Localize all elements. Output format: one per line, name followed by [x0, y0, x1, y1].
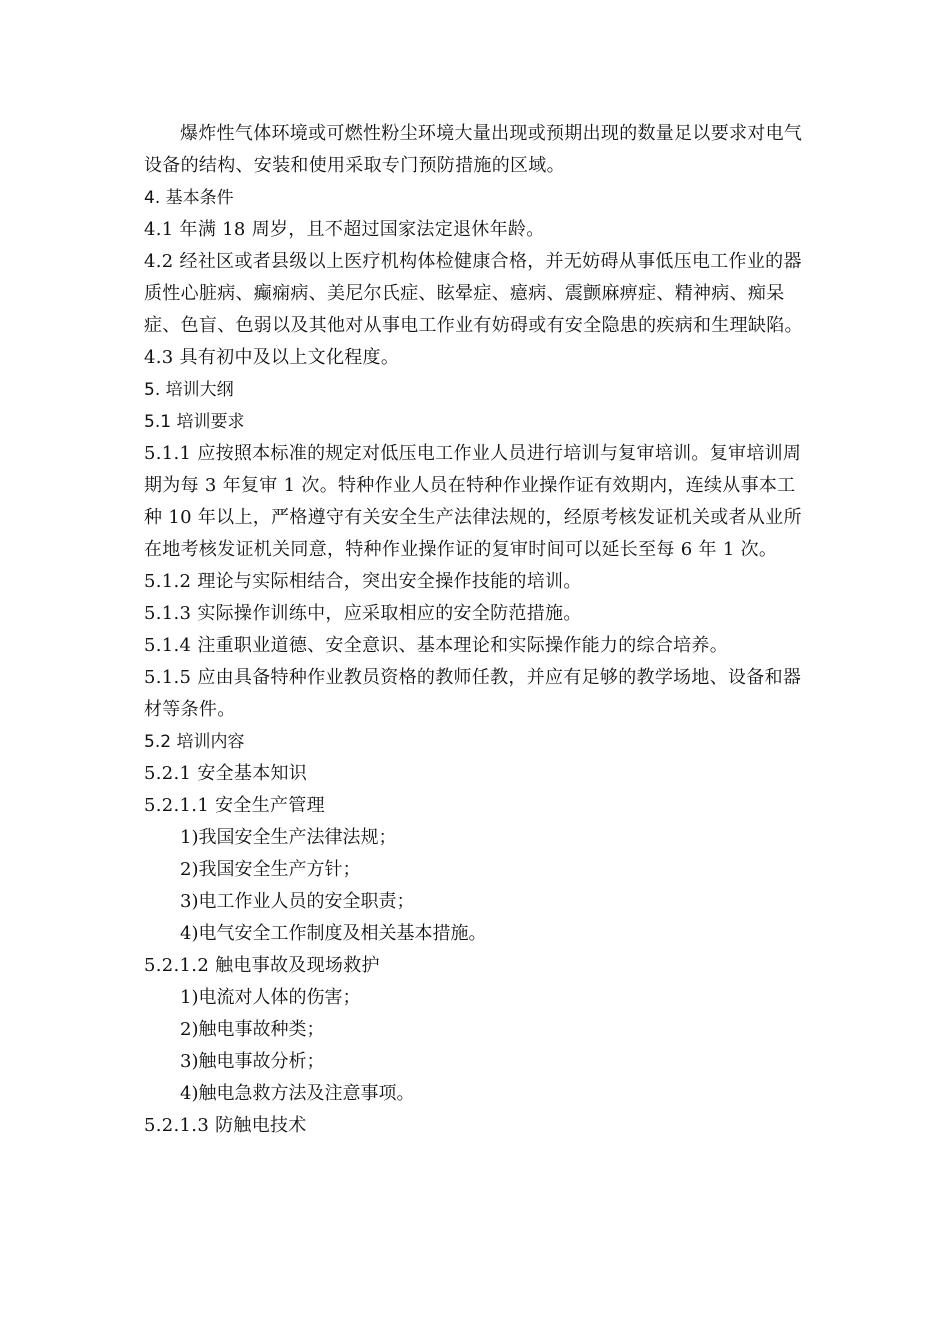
- item-4-3: 4.3 具有初中及以上文化程度。: [144, 347, 400, 368]
- item-4-2: 4.2 经社区或者县级以上医疗机构体检健康合格，并无妨碍从事低压电工作业的器质性心脏病、癫痫病、美尼尔氏症、眩晕症、癔病、震颤麻痹症、精神病、痴呆症、色盲、色弱以及其他对从事电工作业有妨碍或有安全隐患的疾病和生理缺陷。: [144, 251, 803, 336]
- section-5-heading: 5. 培训大纲: [144, 380, 234, 400]
- list-item: 2)触电事故种类；: [180, 1019, 325, 1040]
- list-item: 3)触电事故分析；: [180, 1051, 325, 1072]
- item-5-1-2: 5.1.2 理论与实际相结合，突出安全操作技能的培训。: [144, 571, 582, 592]
- intro-paragraph: 爆炸性气体环境或可燃性粉尘环境大量出现或预期出现的数量足以要求对电气设备的结构、安装和使用采取专门预防措施的区域。: [144, 123, 803, 176]
- item-5-2-1-1-title: 5.2.1.1 安全生产管理: [144, 795, 325, 816]
- list-item: 3)电工作业人员的安全职责；: [180, 891, 415, 912]
- list-item: 2)我国安全生产方针；: [180, 859, 361, 880]
- item-5-1-1: 5.1.1 应按照本标准的规定对低压电工作业人员进行培训与复审培训。复审培训周期为每 3 年复审 1 次。特种作业人员在特种作业操作证有效期内，连续从事本工种 10 年以上，严格遵守有关安全生产法律法规的，经原考核发证机关或者从业所在地考核发证机关同意，特种作业操作证的复审时间可以延长至每 6 年 1 次。: [144, 443, 802, 560]
- list-item: 4)电气安全工作制度及相关基本措施。: [180, 923, 487, 944]
- item-5-2-1-3-title: 5.2.1.3 防触电技术: [144, 1115, 307, 1136]
- item-5-1-4: 5.1.4 注重职业道德、安全意识、基本理论和实际操作能力的综合培养。: [144, 635, 729, 656]
- item-4-1: 4.1 年满 18 周岁，且不超过国家法定退休年龄。: [144, 219, 545, 240]
- item-5-2-1: 5.2.1 安全基本知识: [144, 763, 308, 784]
- item-5-2-1-2-title: 5.2.1.2 触电事故及现场救护: [144, 955, 380, 976]
- item-5-1-3: 5.1.3 实际操作训练中，应采取相应的安全防范措施。: [144, 603, 582, 624]
- section-5-2-heading: 5.2 培训内容: [144, 732, 245, 752]
- section-4-heading: 4. 基本条件: [144, 188, 234, 208]
- list-item: 1)我国安全生产法律法规；: [180, 827, 397, 848]
- list-item: 4)触电急救方法及注意事项。: [180, 1083, 415, 1104]
- list-item: 1)电流对人体的伤害；: [180, 987, 361, 1008]
- item-5-1-5: 5.1.5 应由具备特种作业教员资格的教师任教，并应有足够的教学场地、设备和器材等条件。: [144, 667, 802, 720]
- document-body: [144, 118, 812, 1142]
- section-5-1-heading: 5.1 培训要求: [144, 412, 245, 432]
